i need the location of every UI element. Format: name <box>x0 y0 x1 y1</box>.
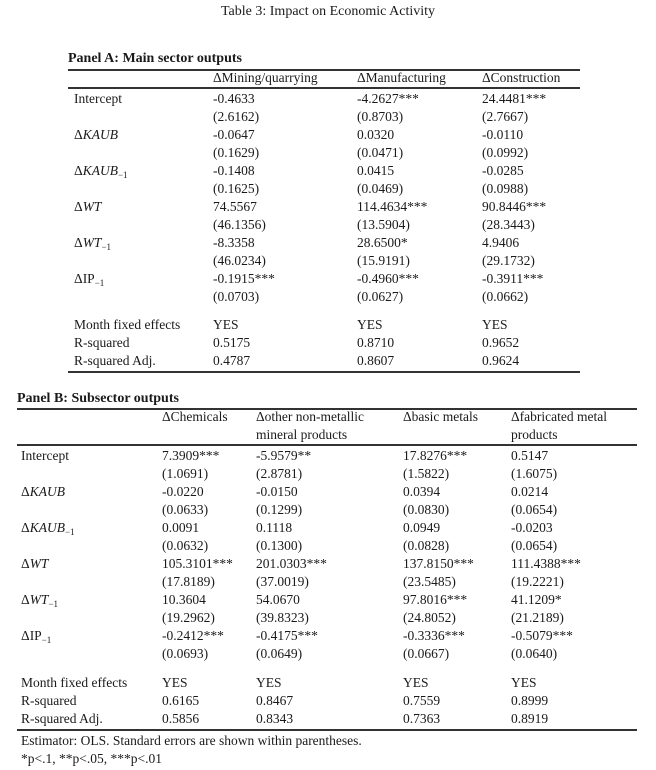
coefficient-cell: 10.3604 <box>162 592 206 607</box>
table-rule <box>68 371 580 373</box>
std-error-cell: (46.0234) <box>213 253 266 268</box>
std-error-cell: (24.8052) <box>403 610 456 625</box>
row-label <box>21 484 65 500</box>
std-error-cell: (19.2221) <box>511 574 564 589</box>
stat-value: YES <box>403 675 429 690</box>
coefficient-cell: 0.0394 <box>403 484 441 499</box>
std-error-cell: (0.1299) <box>256 502 303 517</box>
coefficient-cell: 114.4634*** <box>357 199 428 214</box>
lag-subscript: −1 <box>94 278 105 288</box>
delta-symbol: Δ <box>74 271 83 286</box>
std-error-cell: (0.1625) <box>213 181 260 196</box>
panel-title: Panel B: Subsector outputs <box>17 391 179 406</box>
std-error-cell: (39.8323) <box>256 610 309 625</box>
coefficient-cell: -5.9579** <box>256 448 312 463</box>
coefficient-cell: 137.8150*** <box>403 556 474 571</box>
delta-symbol: Δ <box>21 484 30 499</box>
coefficient-cell: 0.0949 <box>403 520 441 535</box>
variable-name: Intercept <box>74 91 122 106</box>
std-error-cell: (0.0667) <box>403 646 450 661</box>
coefficient-cell: -0.3911*** <box>482 271 544 286</box>
std-error-cell: (0.0662) <box>482 289 529 304</box>
coefficient-cell: 28.6500* <box>357 235 408 250</box>
std-error-cell: (2.7667) <box>482 109 529 124</box>
column-header: Δother non-metallic <box>256 409 365 424</box>
std-error-cell: (0.0654) <box>511 502 558 517</box>
coefficient-cell: -0.1915*** <box>213 271 275 286</box>
lag-subscript: −1 <box>48 599 59 609</box>
row-label <box>74 271 104 287</box>
coefficient-cell: 17.8276*** <box>403 448 468 463</box>
coefficient-cell: 105.3101*** <box>162 556 233 571</box>
delta-symbol: Δ <box>21 556 30 571</box>
std-error-cell: (0.0627) <box>357 289 404 304</box>
stat-label: Month fixed effects <box>21 675 128 690</box>
std-error-cell: (0.0633) <box>162 502 209 517</box>
std-error-cell: (37.0019) <box>256 574 309 589</box>
stat-value: YES <box>511 675 537 690</box>
column-header: ΔChemicals <box>162 409 228 424</box>
std-error-cell: (0.0703) <box>213 289 260 304</box>
variable-name: WT <box>82 199 102 214</box>
coefficient-cell: -0.3336*** <box>403 628 465 643</box>
std-error-cell: (21.2189) <box>511 610 564 625</box>
variable-name: IP <box>29 628 42 643</box>
coefficient-cell: 90.8446*** <box>482 199 547 214</box>
row-label <box>21 520 75 536</box>
stat-value: 0.8607 <box>357 353 395 368</box>
stat-value: 0.7363 <box>403 711 441 726</box>
row-label <box>74 235 111 251</box>
row-label <box>21 448 69 464</box>
stat-label: R-squared <box>74 335 130 350</box>
coefficient-cell: 74.5567 <box>213 199 257 214</box>
row-label <box>21 628 51 644</box>
table-title: Table 3: Impact on Economic Activity <box>220 4 436 19</box>
delta-symbol: Δ <box>21 592 30 607</box>
table-rule <box>17 729 637 731</box>
std-error-cell: (0.0649) <box>256 646 303 661</box>
coefficient-cell: -0.5079*** <box>511 628 573 643</box>
lag-subscript: −1 <box>41 635 52 645</box>
std-error-cell: (23.5485) <box>403 574 456 589</box>
column-header: mineral products <box>256 427 348 442</box>
stat-label: R-squared <box>21 693 77 708</box>
std-error-cell: (0.1629) <box>213 145 260 160</box>
coefficient-cell: -0.1408 <box>213 163 255 178</box>
coefficient-cell: 111.4388*** <box>511 556 581 571</box>
coefficient-cell: -4.2627*** <box>357 91 419 106</box>
column-header: ΔConstruction <box>482 70 561 85</box>
std-error-cell: (0.8703) <box>357 109 404 124</box>
column-header: Δfabricated metal <box>511 409 608 424</box>
stat-value: YES <box>162 675 188 690</box>
coefficient-cell: 41.1209* <box>511 592 562 607</box>
row-label <box>74 199 101 215</box>
std-error-cell: (0.0992) <box>482 145 529 160</box>
stat-value: 0.8710 <box>357 335 395 350</box>
coefficient-cell: -0.4960*** <box>357 271 419 286</box>
variable-name: Intercept <box>21 448 69 463</box>
stat-value: YES <box>482 317 508 332</box>
column-header: ΔMining/quarrying <box>213 70 318 85</box>
std-error-cell: (0.0988) <box>482 181 529 196</box>
coefficient-cell: 54.0670 <box>256 592 300 607</box>
std-error-cell: (13.5904) <box>357 217 410 232</box>
std-error-cell: (1.6075) <box>511 466 558 481</box>
stat-label: R-squared Adj. <box>74 353 156 368</box>
variable-name: KAUB <box>29 520 65 535</box>
stat-value: 0.5856 <box>162 711 200 726</box>
std-error-cell: (2.8781) <box>256 466 303 481</box>
coefficient-cell: 0.0214 <box>511 484 549 499</box>
row-label <box>21 556 48 572</box>
std-error-cell: (0.0640) <box>511 646 558 661</box>
coefficient-cell: -0.0203 <box>511 520 553 535</box>
std-error-cell: (19.2962) <box>162 610 215 625</box>
stat-label: Month fixed effects <box>74 317 181 332</box>
std-error-cell: (29.1732) <box>482 253 535 268</box>
variable-name: KAUB <box>29 484 65 499</box>
variable-name: KAUB <box>82 163 118 178</box>
column-header: Δbasic metals <box>403 409 479 424</box>
variable-name: WT <box>29 592 49 607</box>
coefficient-cell: -0.4175*** <box>256 628 318 643</box>
std-error-cell: (28.3443) <box>482 217 535 232</box>
stat-value: 0.6165 <box>162 693 200 708</box>
std-error-cell: (0.0654) <box>511 538 558 553</box>
std-error-cell: (2.6162) <box>213 109 260 124</box>
table-note: *p<.1, **p<.05, ***p<.01 <box>21 751 162 766</box>
panel-title: Panel A: Main sector outputs <box>68 51 242 66</box>
row-label <box>74 91 122 107</box>
std-error-cell: (1.0691) <box>162 466 209 481</box>
stat-value: 0.8999 <box>511 693 549 708</box>
variable-name: KAUB <box>82 127 118 142</box>
lag-subscript: −1 <box>117 170 128 180</box>
delta-symbol: Δ <box>74 127 83 142</box>
stat-label: R-squared Adj. <box>21 711 103 726</box>
coefficient-cell: 0.0415 <box>357 163 395 178</box>
delta-symbol: Δ <box>74 163 83 178</box>
coefficient-cell: 24.4481*** <box>482 91 547 106</box>
std-error-cell: (46.1356) <box>213 217 266 232</box>
coefficient-cell: -8.3358 <box>213 235 255 250</box>
coefficient-cell: 0.5147 <box>511 448 549 463</box>
coefficient-cell: 7.3909*** <box>162 448 220 463</box>
delta-symbol: Δ <box>21 628 30 643</box>
stat-value: 0.7559 <box>403 693 441 708</box>
stat-value: YES <box>256 675 282 690</box>
column-header: ΔManufacturing <box>357 70 446 85</box>
delta-symbol: Δ <box>74 199 83 214</box>
coefficient-cell: -0.0220 <box>162 484 204 499</box>
coefficient-cell: -0.2412*** <box>162 628 224 643</box>
table-rule <box>68 87 580 89</box>
row-label <box>74 127 118 143</box>
std-error-cell: (0.0471) <box>357 145 404 160</box>
delta-symbol: Δ <box>74 235 83 250</box>
coefficient-cell: 0.1118 <box>256 520 293 535</box>
row-label <box>21 592 58 608</box>
variable-name: IP <box>82 271 95 286</box>
std-error-cell: (0.0469) <box>357 181 404 196</box>
table-note: Estimator: OLS. Standard errors are shown within parentheses. <box>21 733 362 748</box>
coefficient-cell: 0.0320 <box>357 127 395 142</box>
coefficient-cell: -0.0285 <box>482 163 524 178</box>
stat-value: 0.8467 <box>256 693 294 708</box>
std-error-cell: (15.9191) <box>357 253 410 268</box>
stat-value: 0.8919 <box>511 711 549 726</box>
std-error-cell: (0.0632) <box>162 538 209 553</box>
column-header: products <box>511 427 558 442</box>
lag-subscript: −1 <box>101 242 112 252</box>
std-error-cell: (0.0830) <box>403 502 450 517</box>
coefficient-cell: -0.0150 <box>256 484 298 499</box>
delta-symbol: Δ <box>21 520 30 535</box>
coefficient-cell: 4.9406 <box>482 235 520 250</box>
coefficient-cell: 201.0303*** <box>256 556 327 571</box>
coefficient-cell: -0.0647 <box>213 127 255 142</box>
stat-value: 0.5175 <box>213 335 251 350</box>
lag-subscript: −1 <box>64 527 75 537</box>
coefficient-cell: 0.0091 <box>162 520 200 535</box>
variable-name: WT <box>29 556 49 571</box>
std-error-cell: (17.8189) <box>162 574 215 589</box>
table-rule <box>17 444 637 446</box>
std-error-cell: (0.0828) <box>403 538 450 553</box>
coefficient-cell: 97.8016*** <box>403 592 468 607</box>
stat-value: 0.9624 <box>482 353 520 368</box>
row-label <box>74 163 128 179</box>
stat-value: 0.9652 <box>482 335 520 350</box>
std-error-cell: (0.0693) <box>162 646 209 661</box>
variable-name: WT <box>82 235 102 250</box>
std-error-cell: (0.1300) <box>256 538 303 553</box>
stat-value: YES <box>213 317 239 332</box>
coefficient-cell: -0.0110 <box>482 127 524 142</box>
stat-value: 0.8343 <box>256 711 294 726</box>
coefficient-cell: -0.4633 <box>213 91 255 106</box>
stat-value: 0.4787 <box>213 353 251 368</box>
stat-value: YES <box>357 317 383 332</box>
std-error-cell: (1.5822) <box>403 466 450 481</box>
